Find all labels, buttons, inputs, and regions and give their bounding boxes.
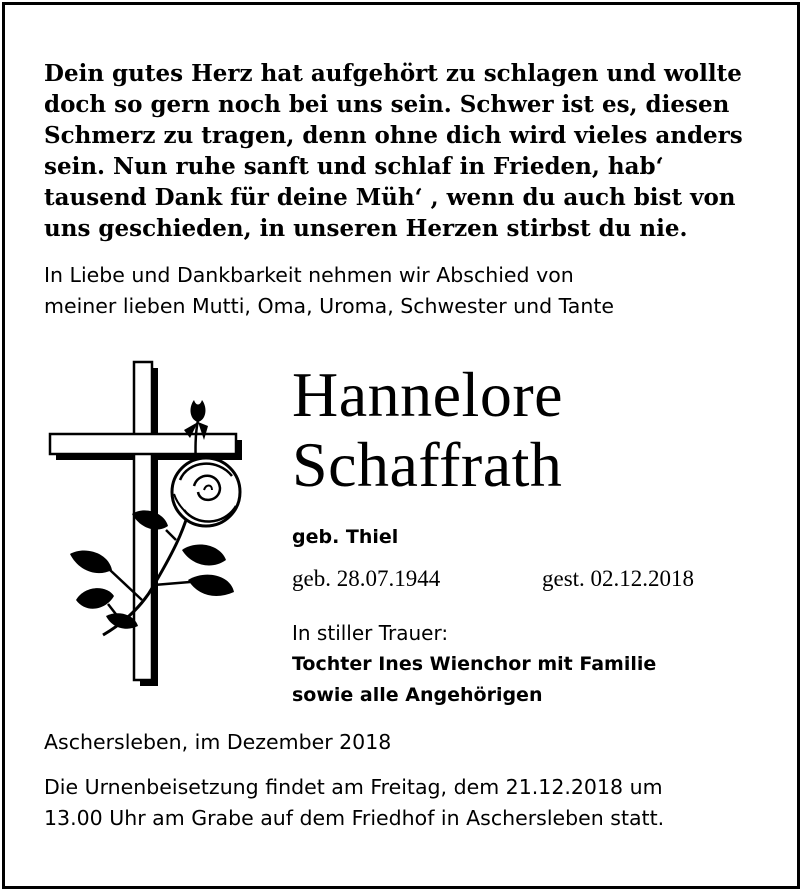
poem-line: Dein gutes Herz hat aufgehört zu schlagen und wollte <box>44 60 742 87</box>
mourners-heading: In stiller Trauer: <box>292 621 449 645</box>
intro-line: In Liebe und Dankbarkeit nehmen wir Abschied von <box>44 263 574 287</box>
poem-line: Schmerz zu tragen, denn ohne dich wird vieles anders <box>44 122 743 149</box>
place-date: Aschersleben, im Dezember 2018 <box>44 730 392 754</box>
cross-with-rose-icon <box>48 360 248 695</box>
maiden-name: geb. Thiel <box>292 526 399 548</box>
burial-line: Die Urnenbeisetzung findet am Freitag, dem 21.12.2018 um <box>44 775 663 799</box>
birth-date: geb. 28.07.1944 <box>292 566 441 591</box>
death-date: gest. 02.12.2018 <box>542 566 695 591</box>
deceased-name <box>292 360 563 500</box>
intro-line: meiner lieben Mutti, Oma, Uroma, Schwester und Tante <box>44 294 615 318</box>
farewell-intro <box>44 260 764 322</box>
poem-verse <box>44 58 764 244</box>
burial-line: 13.00 Uhr am Grabe auf dem Friedhof in Aschersleben statt. <box>44 806 665 830</box>
mourner-line: sowie alle Angehörigen <box>292 684 543 706</box>
poem-line: tausend Dank für deine Müh‘ , wenn du auch bist von <box>44 184 736 211</box>
last-name: Schaffrath <box>292 429 563 500</box>
mourner-line: Tochter Ines Wienchor mit Familie <box>292 653 657 675</box>
burial-info <box>44 772 664 834</box>
mourners <box>292 618 656 711</box>
poem-line: doch so gern noch bei uns sein. Schwer ist es, diesen <box>44 91 730 118</box>
first-name: Hannelore <box>292 359 564 430</box>
poem-line: sein. Nun ruhe sanft und schlaf in Frieden, hab‘ <box>44 153 664 180</box>
poem-line: uns geschieden, in unseren Herzen stirbst du nie. <box>44 215 688 242</box>
